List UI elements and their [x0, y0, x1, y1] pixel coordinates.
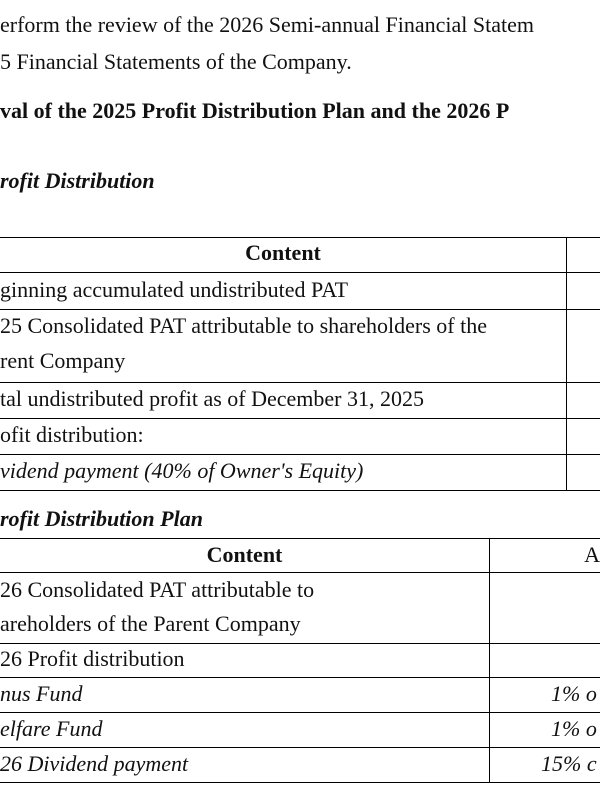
table2-header-content: Content — [206, 542, 283, 567]
section-heading: val of the 2025 Profit Distribution Plan and the 2026 P — [0, 98, 510, 123]
table1-row-profit-distribution: ofit distribution: — [0, 422, 144, 447]
table1-row-parent-company: rent Company — [0, 348, 126, 373]
table2-row-profit-distribution: 26 Profit distribution — [0, 646, 185, 671]
table2-row-welfare-fund: elfare Fund — [0, 716, 103, 741]
table2-row-dividend-payment: 26 Dividend payment — [0, 751, 189, 776]
table2-row-consolidated-pat: 26 Consolidated PAT attributable to — [0, 577, 315, 602]
table2-value-bonus-fund: 1% o — [551, 681, 597, 706]
profit-distribution-plan-title: rofit Distribution Plan — [0, 506, 203, 531]
table2-value-dividend-payment: 15% c — [541, 751, 597, 776]
table1-row-total-undistributed: tal undistributed profit as of December 31, 2025 — [0, 386, 425, 411]
profit-distribution-title: rofit Distribution — [0, 168, 155, 193]
table1-header-content: Content — [245, 240, 321, 265]
table2-row-shareholders: areholders of the Parent Company — [0, 611, 301, 636]
table1-row-consolidated-pat: 25 Consolidated PAT attributable to shareholders of the — [0, 313, 487, 338]
table1-row-beginning-pat: ginning accumulated undistributed PAT — [0, 277, 349, 302]
paragraph-line-1: erform the review of the 2026 Semi-annual Financial Statem — [0, 12, 534, 37]
paragraph-line-2: 5 Financial Statements of the Company. — [0, 49, 352, 74]
table2-header-col2: A — [584, 542, 600, 567]
table2-row-bonus-fund: nus Fund — [0, 681, 83, 706]
table1-row-dividend-payment: vidend payment (40% of Owner's Equity) — [0, 458, 364, 483]
table2-value-welfare-fund: 1% o — [551, 716, 597, 741]
